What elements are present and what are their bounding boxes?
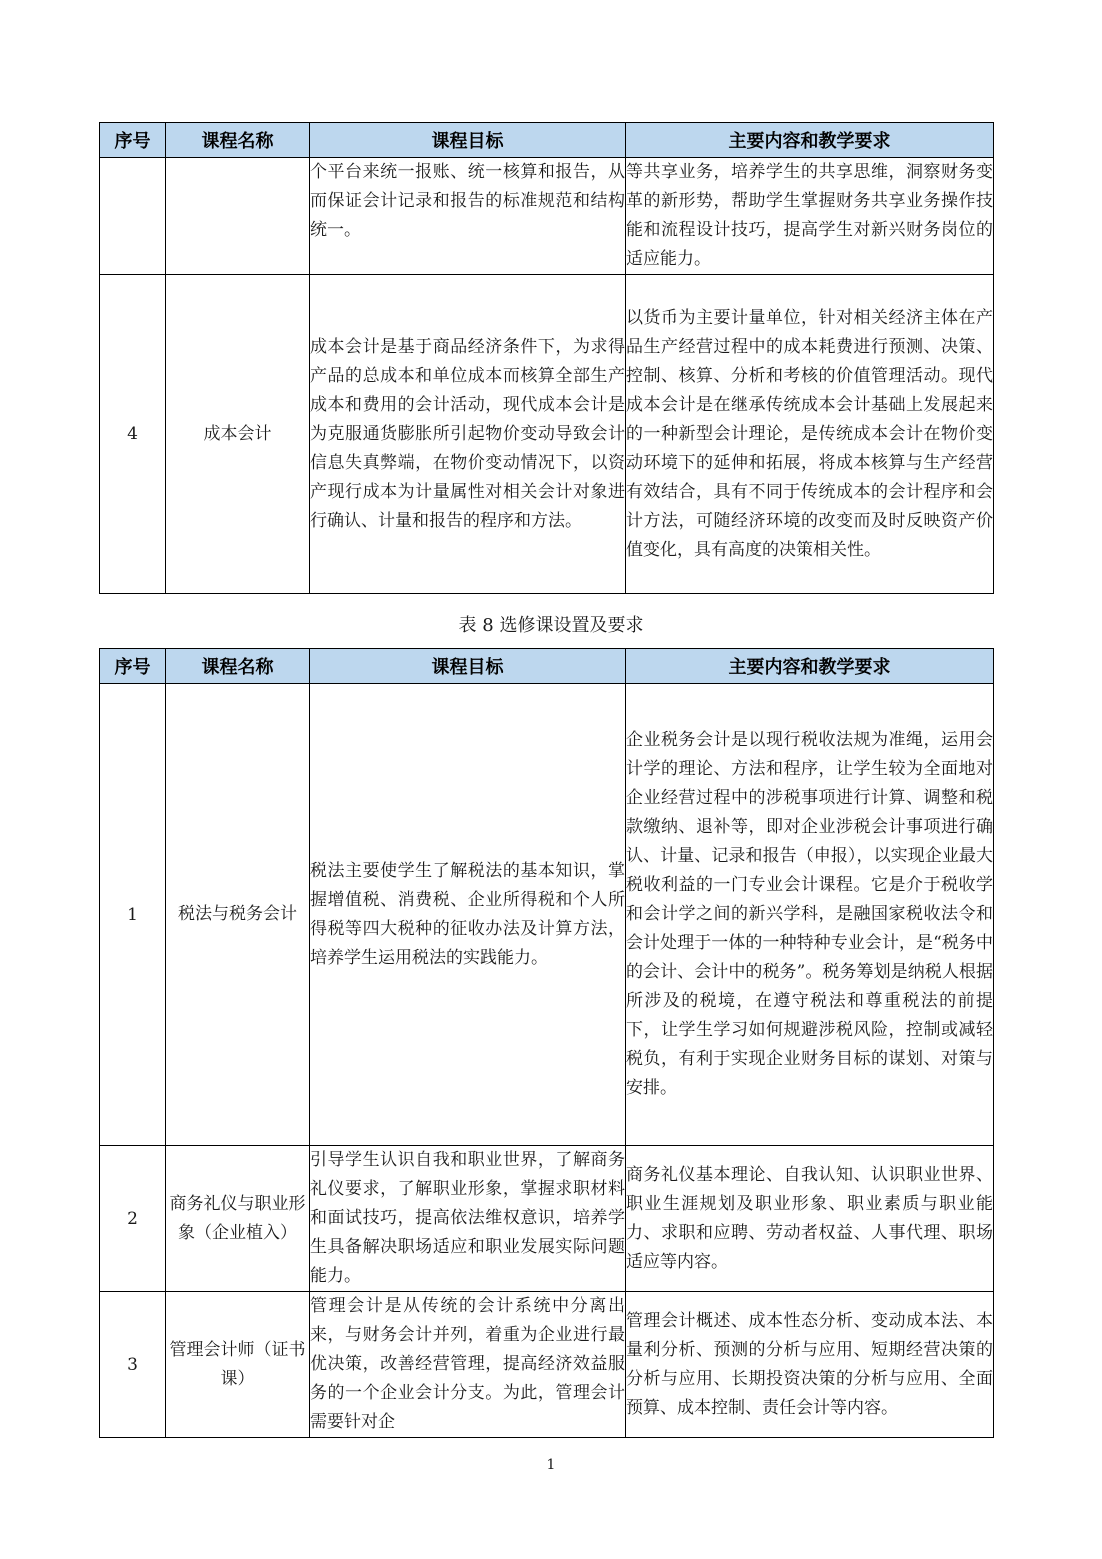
row-course-goal: 引导学生认识自我和职业世界，了解商务礼仪要求，了解职业形象，掌握求职材料和面试技巧，提高依法维权意识，培养学生具备解决职场适应和职业发展实际问题能力。 xyxy=(310,1146,626,1292)
row-course-name: 管理会计师（证书课） xyxy=(166,1292,310,1438)
row-course-goal: 成本会计是基于商品经济条件下，为求得产品的总成本和单位成本而核算全部生产成本和费用的会计活动，现代成本会计是为克服通货膨胀所引起物价变动导致会计信息失真弊端，在物价变动情况下，以资产现行成本为计量属性对相关会计对象进行确认、计量和报告的程序和方法。 xyxy=(310,275,626,594)
row-course-name xyxy=(166,158,310,275)
table-header-row xyxy=(100,649,994,684)
table-caption: 表 8 选修课设置及要求 xyxy=(458,615,644,636)
row-course-name: 税法与税务会计 xyxy=(166,684,310,1146)
row-course-name: 成本会计 xyxy=(166,275,310,594)
header-number: 序号 xyxy=(100,123,166,158)
row-course-goal: 个平台来统一报账、统一核算和报告，从而保证会计记录和报告的标准规范和结构统一。 xyxy=(310,158,626,275)
row-number: 2 xyxy=(100,1146,166,1292)
row-number: 1 xyxy=(100,684,166,1146)
header-course-goal: 课程目标 xyxy=(310,123,626,158)
row-content: 商务礼仪基本理论、自我认知、认识职业世界、职业生涯规划及职业形象、职业素质与职业能力、求职和应聘、劳动者权益、人事代理、职场适应等内容。 xyxy=(626,1146,994,1292)
elective-course-table xyxy=(99,648,994,1438)
table-row xyxy=(100,684,994,1146)
row-content: 等共享业务，培养学生的共享思维，洞察财务变革的新形势，帮助学生掌握财务共享业务操作技能和流程设计技巧，提高学生对新兴财务岗位的适应能力。 xyxy=(626,158,994,275)
header-course-name: 课程名称 xyxy=(166,649,310,684)
header-number: 序号 xyxy=(100,649,166,684)
row-content: 管理会计概述、成本性态分析、变动成本法、本量利分析、预测的分析与应用、短期经营决策的分析与应用、长期投资决策的分析与应用、全面预算、成本控制、责任会计等内容。 xyxy=(626,1292,994,1438)
header-course-goal: 课程目标 xyxy=(310,649,626,684)
row-course-goal: 管理会计是从传统的会计系统中分离出来，与财务会计并列，着重为企业进行最优决策，改善经营管理，提高经济效益服务的一个企业会计分支。为此，管理会计需要针对企 xyxy=(310,1292,626,1438)
row-number: 3 xyxy=(100,1292,166,1438)
table-row xyxy=(100,158,994,275)
table-row xyxy=(100,1146,994,1292)
row-content: 企业税务会计是以现行税收法规为准绳，运用会计学的理论、方法和程序，让学生较为全面地对企业经营过程中的涉税事项进行计算、调整和税款缴纳、退补等，即对企业涉税会计事项进行确认、计量、记录和报告（申报），以实现企业最大税收利益的一门专业会计课程。它是介于税收学和会计学之间的新兴学科，是融国家税收法令和会计处理于一体的一种特种专业会计，是“税务中的会计、会计中的税务”。税务筹划是纳税人根据所涉及的税境，在遵守税法和尊重税法的前提下，让学生学习如何规避涉税风险，控制或减轻税负，有利于实现企业财务目标的谋划、对策与安排。 xyxy=(626,684,994,1146)
row-number xyxy=(100,158,166,275)
row-course-goal: 税法主要使学生了解税法的基本知识，掌握增值税、消费税、企业所得税和个人所得税等四大税种的征收办法及计算方法，培养学生运用税法的实践能力。 xyxy=(310,684,626,1146)
row-course-name: 商务礼仪与职业形象（企业植入） xyxy=(166,1146,310,1292)
table-row xyxy=(100,1292,994,1438)
course-table-continued xyxy=(99,122,994,594)
table-row xyxy=(100,275,994,594)
row-content: 以货币为主要计量单位，针对相关经济主体在产品生产经营过程中的成本耗费进行预测、决策、控制、核算、分析和考核的价值管理活动。现代成本会计是在继承传统成本会计基础上发展起来的一种新型会计理论，是传统成本会计在物价变动环境下的延伸和拓展，将成本核算与生产经营有效结合，具有不同于传统成本的会计程序和会计方法，可随经济环境的改变而及时反映资产价值变化，具有高度的决策相关性。 xyxy=(626,275,994,594)
page-number: 1 xyxy=(546,1457,556,1473)
header-course-name: 课程名称 xyxy=(166,123,310,158)
header-content-requirements: 主要内容和教学要求 xyxy=(626,123,994,158)
table-header-row xyxy=(100,123,994,158)
row-number: 4 xyxy=(100,275,166,594)
header-content-requirements: 主要内容和教学要求 xyxy=(626,649,994,684)
